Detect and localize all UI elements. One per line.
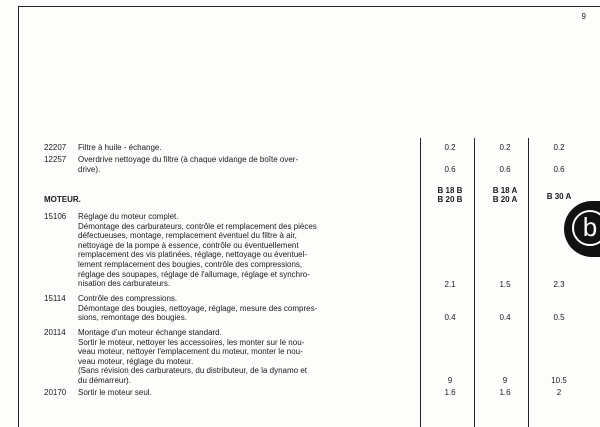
model-header: B 18 B B 20 B — [437, 186, 463, 204]
time-value: 1.5 — [499, 280, 511, 289]
operation-code: 15106 — [44, 212, 67, 221]
column-divider — [528, 138, 529, 427]
column-divider — [420, 138, 421, 427]
operation-code: 22207 — [44, 143, 67, 152]
time-value: 9 — [447, 376, 453, 385]
operation-description: Réglage du moteur complet. Démontage des carburateurs, contrôle et remplacement des pièces défectueuses, montage, remplacement éventuel du filtre à air, nettoyage de la pompe à essence, contrôle ou éventuellement remplacement des vis platinées, réglage, nettoyage ou éventuel- lement remplacement des bougies, contrôle des compressions, réglage des soupapes, réglage de l'allumage, réglage et synchro- nisation des carburateurs. — [78, 212, 317, 289]
time-value: 0.5 — [553, 313, 565, 322]
time-value: 2.3 — [553, 280, 565, 289]
time-value: 1.6 — [444, 388, 456, 397]
operation-code: 20170 — [44, 388, 67, 397]
time-value: 2.1 — [444, 280, 456, 289]
operation-code: 15114 — [44, 294, 66, 303]
model-header: B 30 A — [546, 192, 572, 201]
time-value: 0.6 — [499, 165, 511, 174]
section-title: MOTEUR. — [44, 195, 81, 204]
operation-description: Sortir le moteur seul. — [78, 388, 152, 397]
time-value: 0.2 — [553, 143, 565, 152]
time-value: 10.5 — [551, 376, 567, 385]
operation-description: Montage d'un moteur échange standard. Sortir le moteur, nettoyer les accessoires, les monter sur le nou- veau moteur, nettoyer l'emplacement du moteur, monter le nou- veau moteur, réglage du moteur. (Sans révision des carburateurs, du distributeur, de la dynamo et du démarreur). — [78, 328, 308, 385]
time-value: 0.2 — [499, 143, 511, 152]
operation-description: Contrôle des compressions. Démontage des bougies, nettoyage, réglage, mesure des compres- sions, remontage des bougies. — [78, 294, 318, 323]
section-tab-letter: b — [572, 210, 600, 246]
model-header: B 18 A B 20 A — [492, 186, 518, 204]
operation-description: Overdrive nettoyage du filtre (à chaque vidange de boîte over- drive). — [78, 155, 299, 174]
time-value: 9 — [502, 376, 508, 385]
operation-description: Filtre à huile - échange. — [78, 143, 162, 152]
time-value: 0.6 — [444, 165, 456, 174]
operation-code: 12257 — [44, 155, 67, 164]
time-value: 0.4 — [499, 313, 511, 322]
time-value: 2 — [556, 388, 562, 397]
time-value: 0.4 — [444, 313, 456, 322]
column-divider — [474, 138, 475, 427]
operation-code: 20114 — [44, 328, 66, 337]
time-value: 0.6 — [553, 165, 565, 174]
time-value: 1.6 — [499, 388, 511, 397]
page-number: 9 — [581, 12, 586, 21]
time-value: 0.2 — [444, 143, 456, 152]
